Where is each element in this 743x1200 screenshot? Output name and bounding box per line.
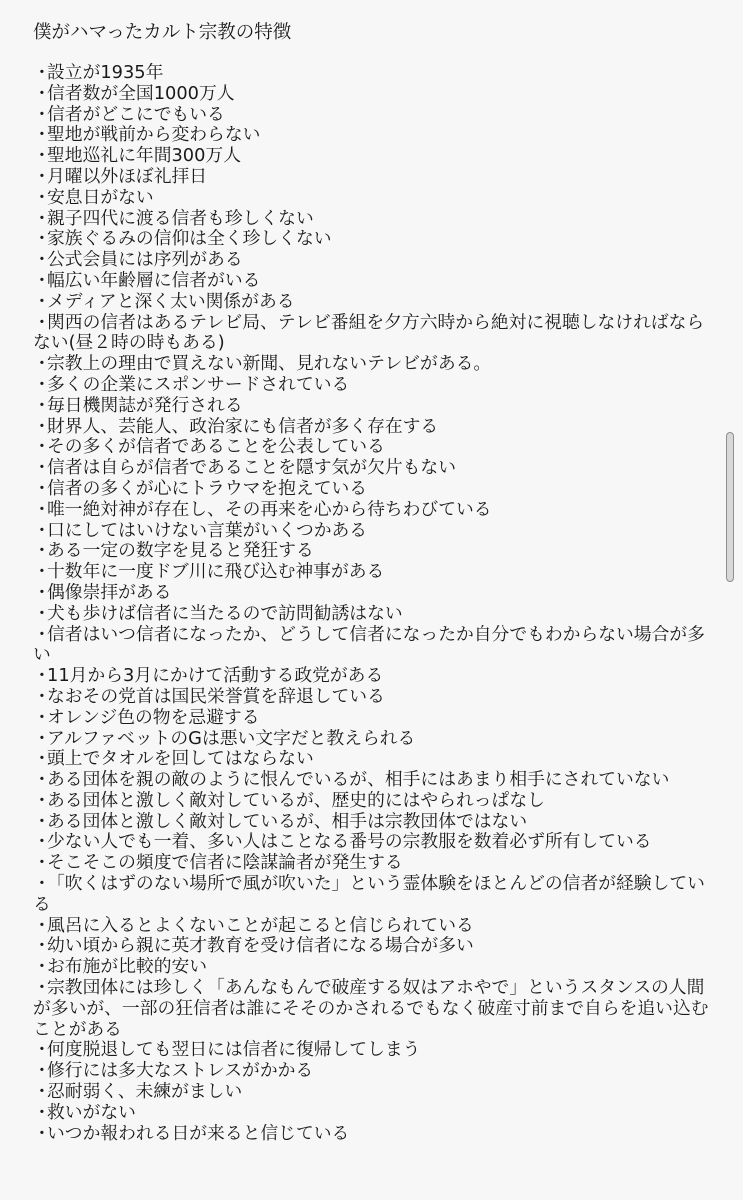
bullet-mark: ・ <box>33 873 51 895</box>
list-item-text: 犬も歩けば信者に当たるので訪問勧誘はない <box>47 602 403 624</box>
bullet-mark: ・ <box>33 82 51 104</box>
bullet-mark: ・ <box>33 519 51 541</box>
list-item <box>33 84 713 105</box>
list-item-text: オレンジ色の物を忌避する <box>47 706 260 728</box>
bullet-mark: ・ <box>33 436 51 458</box>
list-item <box>33 687 713 708</box>
list-item-text: ある団体を親の敵のように恨んでいるが、相手にはあまり相手にされていない <box>47 769 670 791</box>
bullet-mark: ・ <box>33 145 51 167</box>
list-item <box>33 874 713 916</box>
bullet-mark: ・ <box>33 623 51 645</box>
bullet-mark: ・ <box>33 498 51 520</box>
list-item-text: 多くの企業にスポンサードされている <box>47 373 350 395</box>
list-item <box>33 229 713 250</box>
list-item-text: 信者は自らが信者であることを隠す気が欠片もない <box>47 457 456 479</box>
list-item <box>33 978 713 1040</box>
list-item-text: 安息日がない <box>47 186 154 208</box>
bullet-mark: ・ <box>33 831 51 853</box>
list-item <box>33 271 713 292</box>
list-item <box>33 188 713 209</box>
list-item <box>33 708 713 729</box>
list-item <box>33 521 713 542</box>
bullet-mark: ・ <box>33 1060 51 1082</box>
bullet-mark: ・ <box>33 602 51 624</box>
bullet-mark: ・ <box>33 249 51 271</box>
bullet-mark: ・ <box>33 789 51 811</box>
list-item <box>33 375 713 396</box>
list-item-text: 財界人、芸能人、政治家にも信者が多く存在する <box>47 415 439 437</box>
list-item <box>33 1082 713 1103</box>
scrollbar-thumb[interactable] <box>726 432 734 582</box>
list-item-text: ある団体と激しく敵対しているが、相手は宗教団体ではない <box>47 810 528 832</box>
list-item-text: 設立が1935年 <box>47 62 164 83</box>
list-item <box>33 666 713 687</box>
list-item <box>33 749 713 770</box>
list-item <box>33 770 713 791</box>
list-item <box>33 313 713 355</box>
list-item-text: 11月から3月にかけて活動する政党がある <box>47 665 384 687</box>
list-item <box>33 1124 713 1145</box>
list-item <box>33 500 713 521</box>
list-item <box>33 125 713 146</box>
list-item <box>33 105 713 126</box>
list-item <box>33 957 713 978</box>
list-item <box>33 209 713 230</box>
list-item-text: 信者がどこにでもいる <box>47 103 225 125</box>
list-item-text: 偶像崇拝がある <box>47 581 172 603</box>
bullet-mark: ・ <box>33 727 51 749</box>
list-item <box>33 167 713 188</box>
list-item <box>33 250 713 271</box>
list-item-text: そこそこの頻度で信者に陰謀論者が発生する <box>47 852 403 874</box>
list-item <box>33 916 713 937</box>
bullet-mark: ・ <box>33 124 51 146</box>
list-item-text: 宗教上の理由で買えない新聞、見れないテレビがある。 <box>47 353 492 375</box>
list-item-text: 幅広い年齢層に信者がいる <box>47 269 261 291</box>
list-item <box>33 832 713 853</box>
list-item-text: いつか報われる日が来ると信じている <box>47 1122 350 1144</box>
bullet-mark: ・ <box>33 748 51 770</box>
bullet-mark: ・ <box>33 935 51 957</box>
list-item-text: 十数年に一度ドブ川に飛び込む神事がある <box>47 561 385 583</box>
list-item-text: ある団体と激しく敵対しているが、歴史的にはやられっぱなし <box>47 789 545 811</box>
list-item-text: 親子四代に渡る信者も珍しくない <box>47 207 314 229</box>
list-item-text: 聖地が戦前から変わらない <box>47 124 261 146</box>
bullet-mark: ・ <box>33 207 51 229</box>
bullet-mark: ・ <box>33 290 51 312</box>
bullet-mark: ・ <box>33 1122 51 1144</box>
list-item <box>33 936 713 957</box>
bullet-mark: ・ <box>33 1039 51 1061</box>
list-item-text: 毎日機関誌が発行される <box>47 394 243 416</box>
bullet-mark: ・ <box>33 373 51 395</box>
bullet-mark: ・ <box>33 706 51 728</box>
bullet-mark: ・ <box>33 62 51 83</box>
list-item-text: メディアと深く太い関係がある <box>47 290 295 312</box>
list-item <box>33 853 713 874</box>
bullet-mark: ・ <box>33 769 51 791</box>
bullet-mark: ・ <box>33 581 51 603</box>
bullet-mark: ・ <box>33 103 51 125</box>
list-item <box>33 812 713 833</box>
bullet-mark: ・ <box>33 228 51 250</box>
bullet-mark: ・ <box>33 956 51 978</box>
list-item-text: 幼い頃から親に英才教育を受け信者になる場合が多い <box>47 935 474 957</box>
list-item <box>33 146 713 167</box>
list-item <box>33 791 713 812</box>
feature-list <box>33 63 713 1144</box>
list-item-text: 信者はいつ信者になったか、どうして信者になったか自分でもわからない場合が多い <box>33 623 705 666</box>
list-item <box>33 1040 713 1061</box>
bullet-mark: ・ <box>33 186 51 208</box>
list-item-text: 信者数が全国1000万人 <box>47 82 235 104</box>
bullet-mark: ・ <box>33 665 51 687</box>
list-item-text: 唯一絶対神が存在し、その再来を心から待ちわびている <box>47 498 492 520</box>
bullet-mark: ・ <box>33 685 51 707</box>
bullet-mark: ・ <box>33 477 51 499</box>
list-item <box>33 396 713 417</box>
list-item-text: その多くが信者であることを公表している <box>47 436 385 458</box>
bullet-mark: ・ <box>33 415 51 437</box>
list-item <box>33 417 713 438</box>
list-item-text: アルファベットのGは悪い文字だと教えられる <box>47 727 416 749</box>
list-item <box>33 583 713 604</box>
list-item-text: 修行には多大なストレスがかかる <box>47 1060 314 1082</box>
list-item <box>33 479 713 500</box>
bullet-mark: ・ <box>33 165 51 187</box>
bullet-mark: ・ <box>33 1101 51 1123</box>
list-item-text: 少ない人でも一着、多い人はことなる番号の宗教服を数着必ず所有している <box>47 831 652 853</box>
list-item-text: お布施が比較的安い <box>47 956 208 978</box>
bullet-mark: ・ <box>33 561 51 583</box>
list-item-text: 公式会員には序列がある <box>47 249 243 271</box>
list-item-text: ある一定の数字を見ると発狂する <box>47 540 314 562</box>
list-item-text: なおその党首は国民栄誉賞を辞退している <box>47 685 385 707</box>
list-item-text: 関西の信者はあるテレビ局、テレビ番組を夕方六時から絶対に視聴しなければならない(昼２時の時もある) <box>33 311 705 354</box>
list-item-text: 信者の多くが心にトラウマを抱えている <box>47 477 368 499</box>
list-item <box>33 1061 713 1082</box>
list-item-text: 頭上でタオルを回してはならない <box>47 748 314 770</box>
list-item-text: 月曜以外ほぼ礼拝日 <box>47 165 208 187</box>
bullet-mark: ・ <box>33 311 51 333</box>
list-item <box>33 541 713 562</box>
bullet-mark: ・ <box>33 810 51 832</box>
list-item <box>33 437 713 458</box>
bullet-mark: ・ <box>33 1081 51 1103</box>
bullet-mark: ・ <box>33 353 51 375</box>
list-item-text: 忍耐弱く、未練がましい <box>47 1081 243 1103</box>
list-item-text: 聖地巡礼に年間300万人 <box>47 145 241 167</box>
list-item <box>33 292 713 313</box>
list-item-text: 救いがない <box>47 1101 136 1123</box>
list-item <box>33 458 713 479</box>
list-item-text: 何度脱退しても翌日には信者に復帰してしまう <box>47 1039 421 1061</box>
list-item <box>33 729 713 750</box>
list-item <box>33 625 713 667</box>
list-item <box>33 63 713 84</box>
bullet-mark: ・ <box>33 269 51 291</box>
list-item-text: 口にしてはいけない言葉がいくつかある <box>47 519 368 541</box>
list-item-text: 風呂に入るとよくないことが起こると信じられている <box>47 914 474 936</box>
document-title: 僕がハマったカルト宗教の特徴 <box>33 22 292 43</box>
bullet-mark: ・ <box>33 540 51 562</box>
bullet-mark: ・ <box>33 977 51 999</box>
list-item <box>33 562 713 583</box>
list-item <box>33 354 713 375</box>
list-item-text: 家族ぐるみの信仰は全く珍しくない <box>47 228 332 250</box>
list-item <box>33 604 713 625</box>
bullet-mark: ・ <box>33 394 51 416</box>
bullet-mark: ・ <box>33 852 51 874</box>
list-item-text: 宗教団体には珍しく「あんなもんで破産する奴はアホやで」というスタンスの人間が多いが、一部の狂信者は誰にそそのかされるでもなく破産寸前まで自らを追い込むことがある <box>33 977 709 1040</box>
bullet-mark: ・ <box>33 914 51 936</box>
bullet-mark: ・ <box>33 457 51 479</box>
list-item <box>33 1103 713 1124</box>
list-item-text: 「吹くはずのない場所で風が吹いた」という霊体験をほとんどの信者が経験している <box>33 873 705 915</box>
